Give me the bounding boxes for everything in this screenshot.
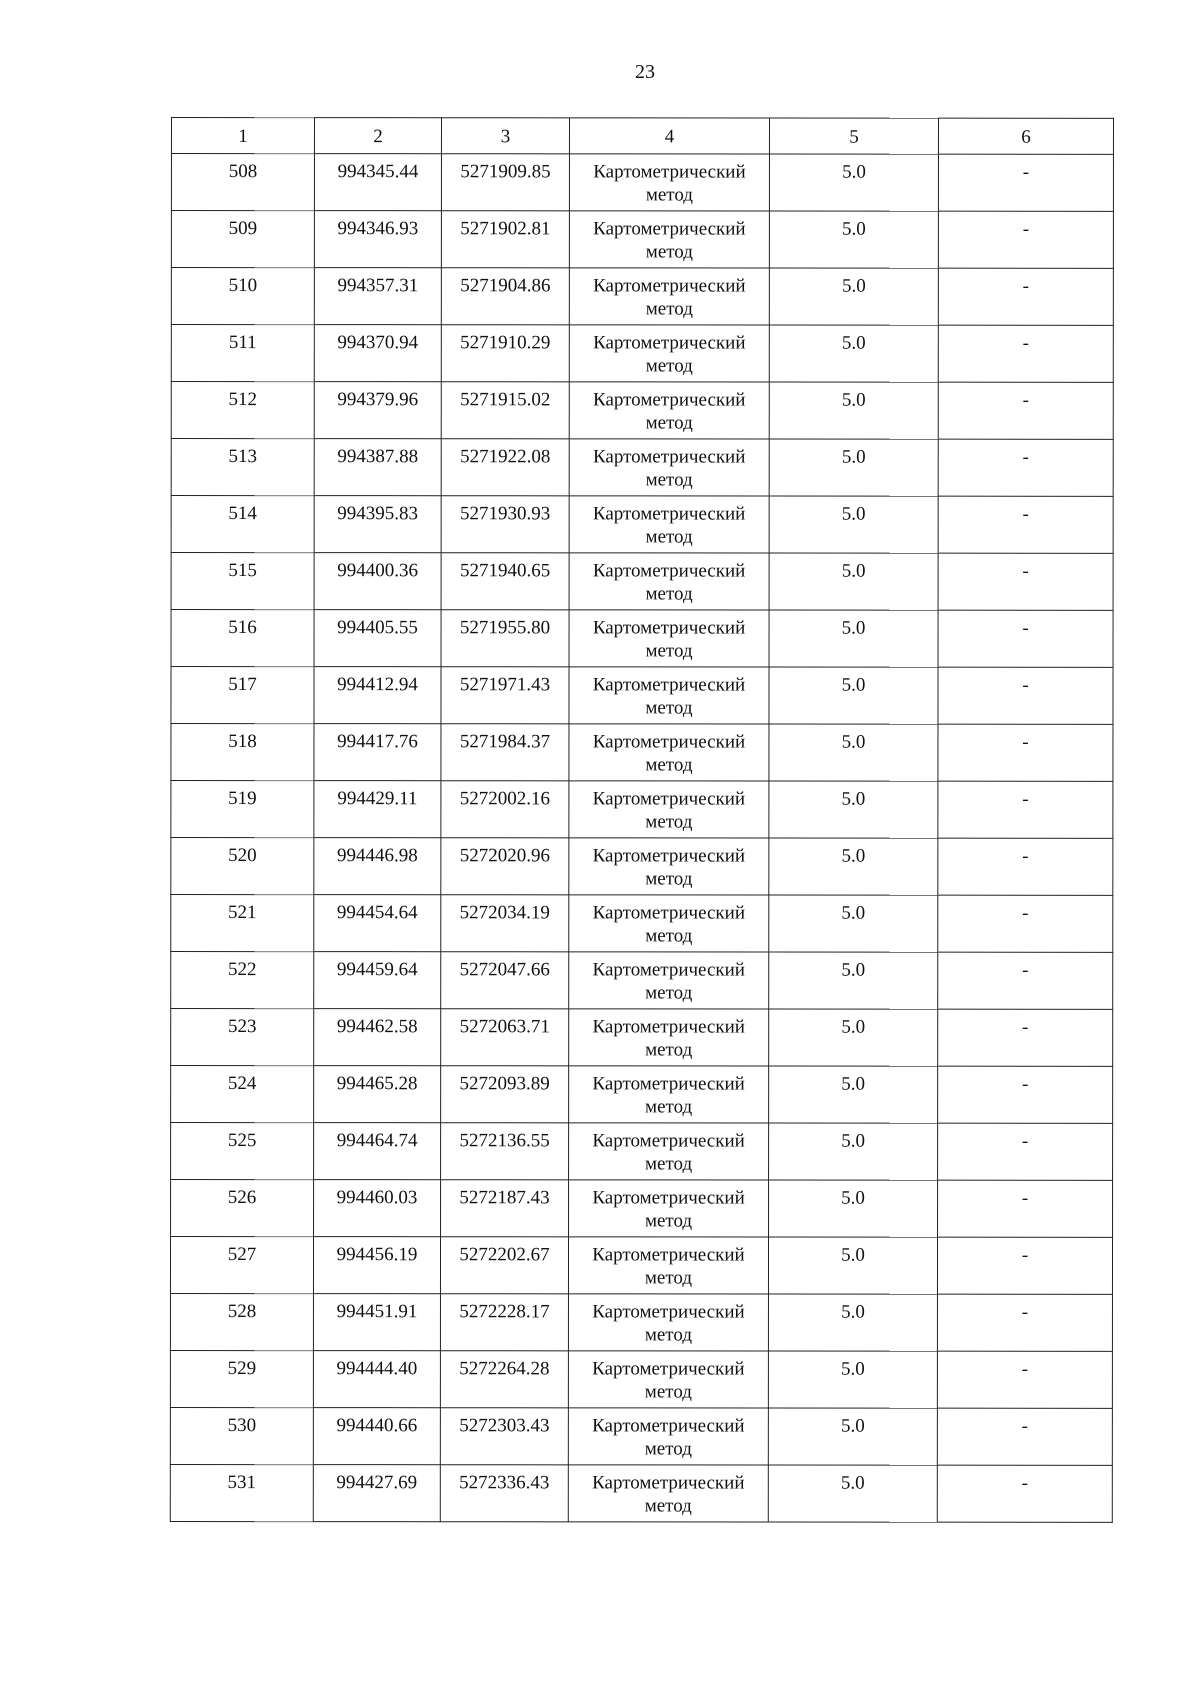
method-cell: Картометрический метод <box>569 724 769 781</box>
point-number-cell: 511 <box>171 325 314 382</box>
x-coordinate-cell: 994412.94 <box>314 667 441 724</box>
point-number-cell: 524 <box>171 1066 314 1123</box>
note-cell: - <box>937 1237 1112 1294</box>
accuracy-cell: 5.0 <box>769 1009 938 1066</box>
x-coordinate-cell: 994456.19 <box>313 1237 440 1294</box>
method-cell: Картометрический метод <box>569 496 769 553</box>
point-number-cell: 517 <box>171 667 314 724</box>
note-cell: - <box>938 382 1113 439</box>
point-number-cell: 530 <box>170 1408 313 1465</box>
note-cell: - <box>938 895 1113 952</box>
x-coordinate-cell: 994446.98 <box>314 838 441 895</box>
x-coordinate-cell: 994465.28 <box>314 1066 441 1123</box>
y-coordinate-cell: 5272063.71 <box>441 1009 569 1066</box>
x-coordinate-cell: 994395.83 <box>314 496 441 553</box>
accuracy-cell: 5.0 <box>769 1066 938 1123</box>
note-cell: - <box>938 1009 1113 1066</box>
y-coordinate-cell: 5271902.81 <box>441 211 569 268</box>
note-cell: - <box>938 439 1113 496</box>
table-row <box>171 724 1113 782</box>
note-cell: - <box>938 268 1113 325</box>
column-header-3: 3 <box>441 118 569 154</box>
point-number-cell: 529 <box>170 1351 313 1408</box>
method-cell: Картометрический метод <box>569 838 769 895</box>
table-row <box>170 1351 1112 1409</box>
x-coordinate-cell: 994427.69 <box>313 1465 440 1522</box>
method-cell: Картометрический метод <box>569 268 769 325</box>
method-cell: Картометрический метод <box>569 1123 769 1180</box>
y-coordinate-cell: 5271955.80 <box>441 610 569 667</box>
accuracy-cell: 5.0 <box>769 325 938 382</box>
accuracy-cell: 5.0 <box>768 1351 937 1408</box>
accuracy-cell: 5.0 <box>769 952 938 1009</box>
y-coordinate-cell: 5272187.43 <box>441 1180 569 1237</box>
point-number-cell: 516 <box>171 610 314 667</box>
method-cell: Картометрический метод <box>568 1237 768 1294</box>
note-cell: - <box>938 838 1113 895</box>
method-cell: Картометрический метод <box>569 154 769 211</box>
y-coordinate-cell: 5271930.93 <box>441 496 569 553</box>
point-number-cell: 526 <box>171 1180 314 1237</box>
y-coordinate-cell: 5271984.37 <box>441 724 569 781</box>
y-coordinate-cell: 5272303.43 <box>440 1408 568 1465</box>
x-coordinate-cell: 994387.88 <box>314 439 441 496</box>
method-cell: Картометрический метод <box>569 211 769 268</box>
point-number-cell: 514 <box>171 496 314 553</box>
note-cell: - <box>937 1465 1112 1522</box>
column-header-6: 6 <box>938 118 1113 154</box>
note-cell: - <box>938 325 1113 382</box>
y-coordinate-cell: 5272202.67 <box>440 1237 568 1294</box>
accuracy-cell: 5.0 <box>769 1123 938 1180</box>
accuracy-cell: 5.0 <box>769 496 938 553</box>
note-cell: - <box>938 154 1113 211</box>
accuracy-cell: 5.0 <box>769 610 938 667</box>
table-row <box>171 553 1113 611</box>
method-cell: Картометрический метод <box>569 1180 769 1237</box>
table-row <box>171 439 1113 497</box>
x-coordinate-cell: 994444.40 <box>313 1351 440 1408</box>
method-cell: Картометрический метод <box>569 667 769 724</box>
y-coordinate-cell: 5272002.16 <box>441 781 569 838</box>
point-number-cell: 519 <box>171 781 314 838</box>
y-coordinate-cell: 5271904.86 <box>441 268 569 325</box>
table-row <box>171 268 1113 326</box>
method-cell: Картометрический метод <box>569 1009 769 1066</box>
table-row <box>170 1294 1112 1352</box>
column-header-4: 4 <box>569 118 769 154</box>
x-coordinate-cell: 994464.74 <box>314 1123 441 1180</box>
y-coordinate-cell: 5272020.96 <box>441 838 569 895</box>
y-coordinate-cell: 5271915.02 <box>441 382 569 439</box>
accuracy-cell: 5.0 <box>769 781 938 838</box>
y-coordinate-cell: 5271922.08 <box>441 439 569 496</box>
table-row <box>171 838 1113 896</box>
table-row <box>171 1123 1113 1181</box>
point-number-cell: 531 <box>170 1464 313 1521</box>
method-cell: Картометрический метод <box>569 325 769 382</box>
x-coordinate-cell: 994357.31 <box>314 268 441 325</box>
method-cell: Картометрический метод <box>569 781 769 838</box>
y-coordinate-cell: 5272047.66 <box>441 952 569 1009</box>
accuracy-cell: 5.0 <box>769 667 938 724</box>
accuracy-cell: 5.0 <box>769 439 938 496</box>
method-cell: Картометрический метод <box>569 382 769 439</box>
column-header-2: 2 <box>314 118 441 154</box>
table-row <box>171 1009 1113 1067</box>
accuracy-cell: 5.0 <box>769 553 938 610</box>
point-number-cell: 508 <box>171 154 314 211</box>
x-coordinate-cell: 994405.55 <box>314 610 441 667</box>
x-coordinate-cell: 994460.03 <box>314 1180 441 1237</box>
table-row <box>171 667 1113 725</box>
note-cell: - <box>938 211 1113 268</box>
y-coordinate-cell: 5272336.43 <box>440 1465 568 1522</box>
x-coordinate-cell: 994440.66 <box>313 1408 440 1465</box>
note-cell: - <box>938 610 1113 667</box>
note-cell: - <box>938 1123 1113 1180</box>
point-number-cell: 518 <box>171 724 314 781</box>
table-row <box>171 610 1113 668</box>
point-number-cell: 528 <box>170 1294 313 1351</box>
note-cell: - <box>938 1066 1113 1123</box>
note-cell: - <box>938 553 1113 610</box>
table-row <box>171 154 1113 212</box>
method-cell: Картометрический метод <box>568 1465 768 1522</box>
note-cell: - <box>938 781 1113 838</box>
table-row <box>171 952 1113 1010</box>
y-coordinate-cell: 5271940.65 <box>441 553 569 610</box>
x-coordinate-cell: 994429.11 <box>314 781 441 838</box>
y-coordinate-cell: 5272136.55 <box>441 1123 569 1180</box>
y-coordinate-cell: 5271909.85 <box>441 154 569 211</box>
table-row <box>171 895 1113 953</box>
table-row <box>171 496 1113 554</box>
accuracy-cell: 5.0 <box>768 1408 937 1465</box>
x-coordinate-cell: 994400.36 <box>314 553 441 610</box>
x-coordinate-cell: 994345.44 <box>314 154 441 211</box>
note-cell: - <box>937 1408 1112 1465</box>
accuracy-cell: 5.0 <box>768 1237 937 1294</box>
page-number: 23 <box>635 61 655 83</box>
method-cell: Картометрический метод <box>569 1066 769 1123</box>
accuracy-cell: 5.0 <box>769 382 938 439</box>
note-cell: - <box>938 1180 1113 1237</box>
point-number-cell: 513 <box>171 439 314 496</box>
point-number-cell: 525 <box>171 1123 314 1180</box>
accuracy-cell: 5.0 <box>769 211 938 268</box>
point-number-cell: 527 <box>170 1237 313 1294</box>
point-number-cell: 509 <box>171 211 314 268</box>
table-row <box>170 1408 1112 1466</box>
accuracy-cell: 5.0 <box>769 895 938 952</box>
note-cell: - <box>937 1294 1112 1351</box>
accuracy-cell: 5.0 <box>769 838 938 895</box>
y-coordinate-cell: 5272093.89 <box>441 1066 569 1123</box>
point-number-cell: 510 <box>171 268 314 325</box>
column-header-5: 5 <box>769 118 938 154</box>
method-cell: Картометрический метод <box>568 1351 768 1408</box>
table-row <box>171 1180 1113 1238</box>
method-cell: Картометрический метод <box>568 1408 768 1465</box>
x-coordinate-cell: 994346.93 <box>314 211 441 268</box>
accuracy-cell: 5.0 <box>769 1180 938 1237</box>
x-coordinate-cell: 994379.96 <box>314 382 441 439</box>
x-coordinate-cell: 994454.64 <box>314 895 441 952</box>
x-coordinate-cell: 994417.76 <box>314 724 441 781</box>
method-cell: Картометрический метод <box>569 895 769 952</box>
table-row <box>170 1237 1112 1295</box>
x-coordinate-cell: 994459.64 <box>314 952 441 1009</box>
point-number-cell: 523 <box>171 1009 314 1066</box>
column-header-1: 1 <box>171 118 314 154</box>
accuracy-cell: 5.0 <box>768 1465 937 1522</box>
y-coordinate-cell: 5271971.43 <box>441 667 569 724</box>
y-coordinate-cell: 5272264.28 <box>440 1351 568 1408</box>
x-coordinate-cell: 994451.91 <box>313 1294 440 1351</box>
x-coordinate-cell: 994370.94 <box>314 325 441 382</box>
table-row <box>170 1464 1112 1522</box>
accuracy-cell: 5.0 <box>769 154 938 211</box>
point-number-cell: 521 <box>171 895 314 952</box>
y-coordinate-cell: 5272034.19 <box>441 895 569 952</box>
table-header-row <box>171 118 1113 155</box>
method-cell: Картометрический метод <box>568 1294 768 1351</box>
point-number-cell: 515 <box>171 553 314 610</box>
accuracy-cell: 5.0 <box>768 1294 937 1351</box>
note-cell: - <box>938 724 1113 781</box>
point-number-cell: 512 <box>171 382 314 439</box>
method-cell: Картометрический метод <box>569 553 769 610</box>
table-row <box>171 1066 1113 1124</box>
method-cell: Картометрический метод <box>569 610 769 667</box>
accuracy-cell: 5.0 <box>769 268 938 325</box>
coordinates-table <box>170 117 1114 1523</box>
note-cell: - <box>938 496 1113 553</box>
note-cell: - <box>938 667 1113 724</box>
accuracy-cell: 5.0 <box>769 724 938 781</box>
y-coordinate-cell: 5271910.29 <box>441 325 569 382</box>
method-cell: Картометрический метод <box>569 439 769 496</box>
note-cell: - <box>938 952 1113 1009</box>
table-row <box>171 382 1113 440</box>
point-number-cell: 522 <box>171 952 314 1009</box>
y-coordinate-cell: 5272228.17 <box>440 1294 568 1351</box>
table-row <box>171 211 1113 269</box>
table-row <box>171 325 1113 383</box>
point-number-cell: 520 <box>171 838 314 895</box>
note-cell: - <box>937 1351 1112 1408</box>
table-row <box>171 781 1113 839</box>
method-cell: Картометрический метод <box>569 952 769 1009</box>
table-body <box>170 118 1113 1523</box>
x-coordinate-cell: 994462.58 <box>314 1009 441 1066</box>
